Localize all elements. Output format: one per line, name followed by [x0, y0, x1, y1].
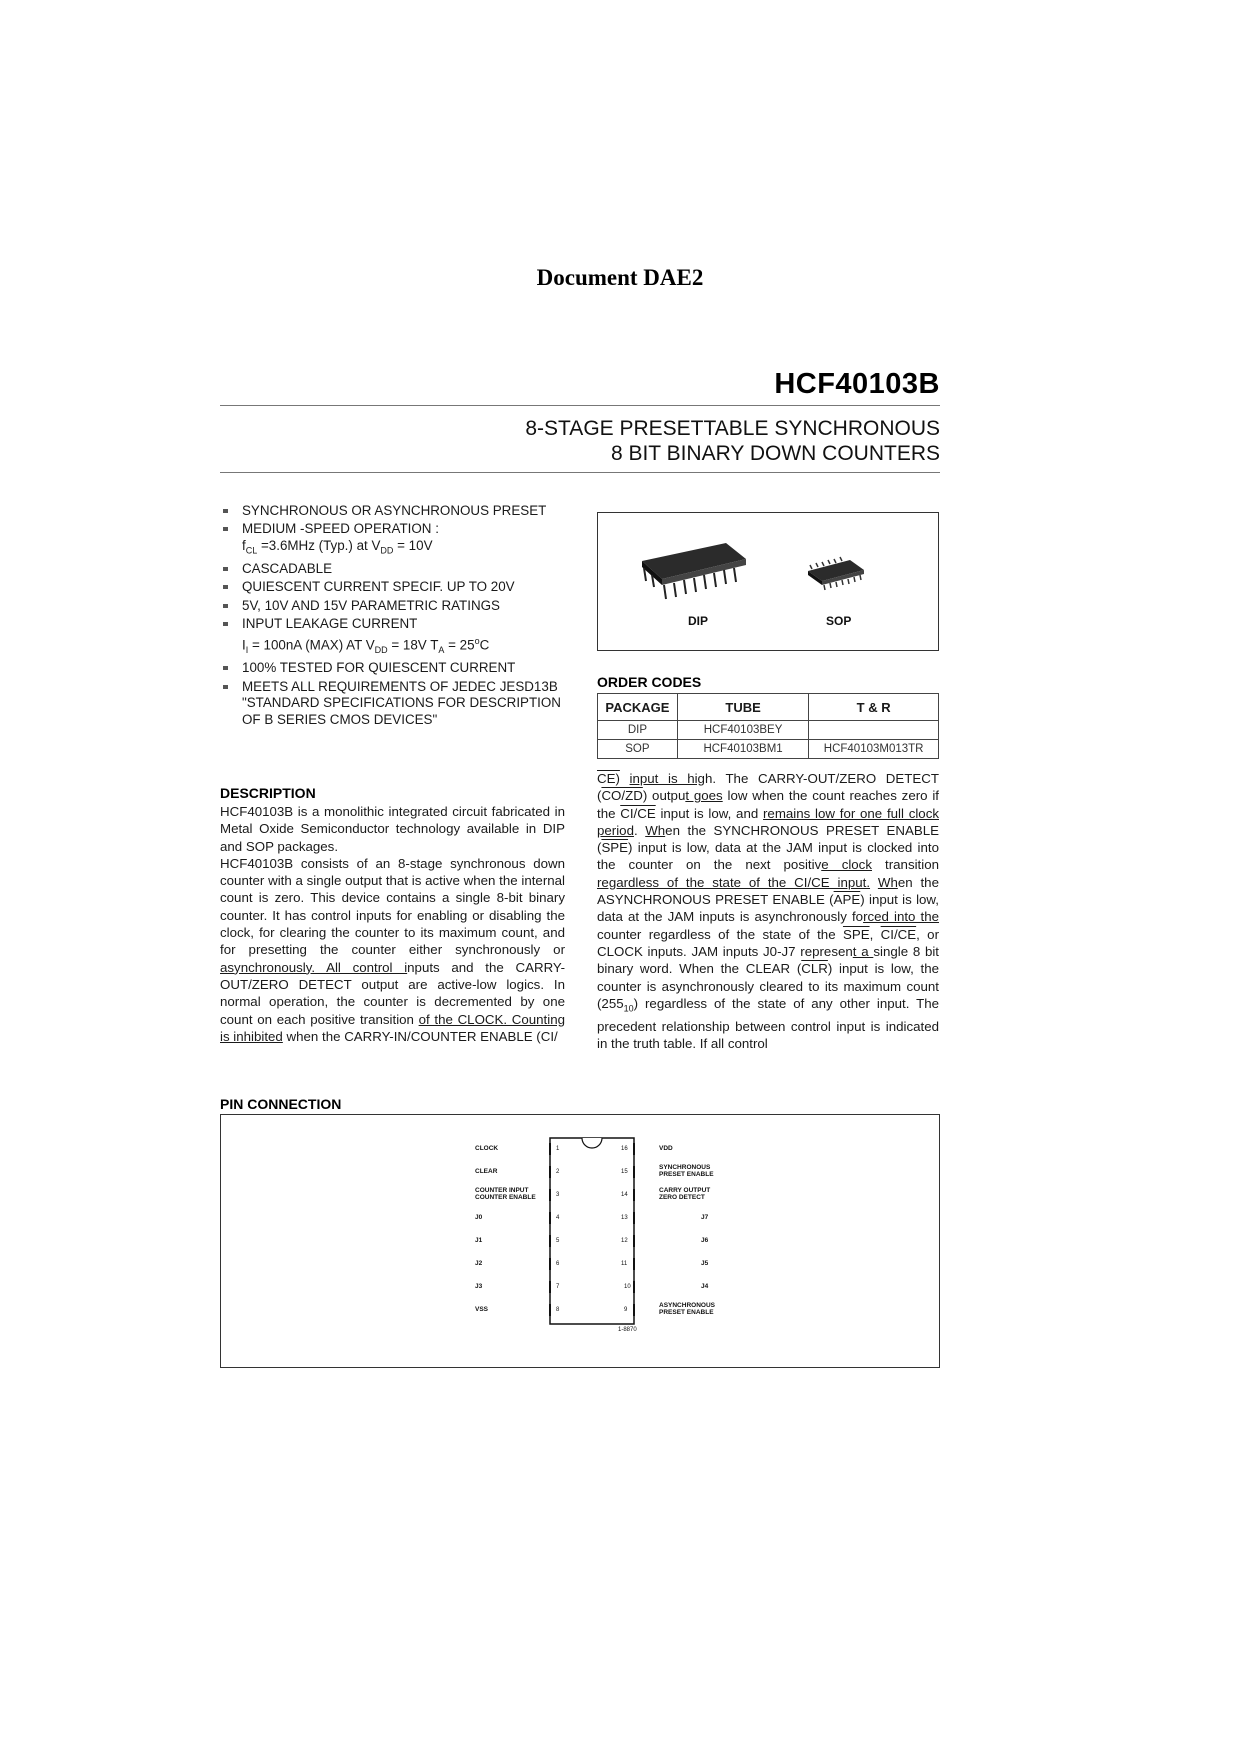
pin-connection-figure — [220, 1114, 940, 1368]
pin-label-j6: J6 — [701, 1237, 709, 1244]
pin-number: 16 — [621, 1146, 628, 1152]
document-subtitle — [525, 416, 940, 466]
feature-item: CASCADABLE — [220, 561, 565, 578]
pin-label-asynchronous-preset-enable: ASYNCHRONOUS PRESET ENABLE — [659, 1302, 715, 1316]
document-title: Document DAE2 — [536, 265, 704, 290]
table-cell: DIP — [598, 721, 678, 740]
package-figure — [597, 512, 939, 651]
dip-label: DIP — [688, 614, 709, 628]
table-row — [598, 740, 939, 759]
pin-number: 8 — [556, 1307, 560, 1313]
table-cell: HCF40103BM1 — [677, 740, 808, 759]
pin-label-j2: J2 — [475, 1260, 483, 1267]
feature-item: MEETS ALL REQUIREMENTS OF JEDEC JESD13B "STANDARD SPECIFICATIONS FOR DESCRIPTION OF B SERIES CMOS DEVICES" — [220, 679, 565, 729]
pin-label-vss: VSS — [475, 1306, 489, 1313]
pin-number: 6 — [556, 1261, 560, 1267]
pin-label-j1: J1 — [475, 1237, 483, 1244]
order-codes-table — [597, 693, 939, 759]
pin-label-clear: CLEAR — [475, 1168, 498, 1175]
description-paragraph: CE) input is high. The CARRY-OUT/ZERO DETECT (CO/ZD) output goes low when the count reaches zero if the CI/CE input is low, and remains low for one full clock period. When the SYNCHRONOUS PRESET ENABLE $(\overline{SPE})$ input is low, data at the JAM input is clocked into the counter on the next positive clock transition regardless of the state of the CI/CE input. When the ASYNCHRONOUS PRESET ENABLE $(\overline{APE})$ input is low, data at the JAM inputs is asynchronously forced into the counter regardless of the state of the $\overline{SPE}$, CI/CE, or CLOCK inputs. JAM inputs J0-J7 represent a single 8 bit binary word. When the CLEAR $(\overline{CLR})$ input is low, the counter is asynchronously cleared to its maximum count $(255_{10})$ regardless of the state of any other input. The precedent relationship between control input is indicated in the truth table. If all control — [597, 771, 940, 1052]
subtitle-line-1: 8-STAGE PRESETTABLE SYNCHRONOUS — [525, 417, 940, 440]
pin-label-j4: J4 — [701, 1283, 709, 1290]
subtitle-line-2: 8 BIT BINARY DOWN COUNTERS — [610, 442, 940, 465]
description-paragraph: HCF40103B consists of an 8-stage synchronous down counter with a single output that is active when the internal count is zero. This device contains a single 8-bit binary counter. It has control inputs for enabling or disabling the clock, for clearing the counter to its maximum count, and for presetting the counter either synchronously or asynchronously. All control inputs and the CARRY-OUT/ZERO DETECT output are active-low logics. In normal operation, the counter is decremented by one count on each positive transition of the CLOCK. Counting is inhibited when the CARRY-IN/COUNTER ENABLE (CI/ — [220, 855, 566, 1044]
description-body — [220, 803, 565, 1045]
table-cell — [809, 721, 939, 740]
description-continued — [597, 770, 939, 1052]
ic-package-outline — [221, 1115, 938, 1366]
feature-item: MEDIUM -SPEED OPERATION : $f_{CL} =3.6MHz$ (Typ.) at $V_{DD} = 10V$ — [220, 521, 565, 559]
header-rule-top — [220, 405, 940, 406]
pin-label-synchronous-preset-enable: SYNCHRONOUS PRESET ENABLE — [659, 1164, 714, 1178]
column-header: T & R — [809, 694, 939, 721]
pin-number: 10 — [624, 1284, 631, 1290]
pin-label-carry-output: CARRY OUTPUT ZERO DETECT — [659, 1187, 711, 1201]
feature-item: SYNCHRONOUS OR ASYNCHRONOUS PRESET — [220, 503, 565, 520]
package-illustration — [598, 513, 937, 649]
pin-label-j7: J7 — [701, 1214, 709, 1221]
table-cell: SOP — [598, 740, 678, 759]
description-heading: DESCRIPTION — [220, 785, 316, 801]
pin-number: 11 — [621, 1261, 628, 1267]
pin-label-counter-enable: COUNTER INPUT COUNTER ENABLE — [475, 1187, 536, 1201]
pin-number: 14 — [621, 1192, 628, 1198]
pin-label-j5: J5 — [701, 1260, 709, 1267]
table-header-row — [598, 694, 939, 721]
order-codes-heading: ORDER CODES — [597, 674, 702, 690]
dip-package-image — [642, 543, 746, 599]
feature-list — [220, 503, 565, 730]
pin-number: 5 — [556, 1238, 560, 1244]
pin-label-j3: J3 — [475, 1283, 483, 1290]
pin-number: 9 — [624, 1307, 628, 1313]
pin-number: 1 — [556, 1146, 560, 1152]
feature-item: INPUT LEAKAGE CURRENT $I_I = 100nA$ (MAX) AT $V_{DD} = 18V$ $T_A = 25^oC$ — [220, 616, 565, 658]
pin-number: 2 — [556, 1169, 560, 1175]
table-cell: HCF40103BEY — [677, 721, 808, 740]
figure-id: 1-8870 — [618, 1327, 637, 1333]
pin-number: 12 — [621, 1238, 628, 1244]
pin-number: 3 — [556, 1192, 560, 1198]
description-paragraph: HCF40103B is a monolithic integrated circuit fabricated in Metal Oxide Semiconductor technology available in DIP and SOP packages. — [220, 804, 565, 854]
pin-number: 15 — [621, 1169, 628, 1175]
pin-label-clock: CLOCK — [475, 1145, 499, 1152]
pin-number: 13 — [621, 1215, 628, 1221]
column-header: PACKAGE — [598, 694, 678, 721]
pin-number: 7 — [556, 1284, 560, 1290]
pin-number: 4 — [556, 1215, 560, 1221]
pin-connection-heading: PIN CONNECTION — [220, 1096, 342, 1112]
table-cell: HCF40103M013TR — [809, 740, 939, 759]
header-rule-bottom — [220, 472, 940, 473]
column-header: TUBE — [677, 694, 808, 721]
pin-label-vdd: VDD — [659, 1145, 673, 1152]
pin-label-j0: J0 — [475, 1214, 483, 1221]
part-number: HCF40103B — [774, 368, 940, 400]
sop-package-image — [808, 557, 864, 590]
feature-item: QUIESCENT CURRENT SPECIF. UP TO 20V — [220, 579, 565, 596]
feature-item: 100% TESTED FOR QUIESCENT CURRENT — [220, 660, 565, 677]
sop-label: SOP — [826, 614, 852, 628]
table-row — [598, 721, 939, 740]
feature-item: 5V, 10V AND 15V PARAMETRIC RATINGS — [220, 598, 565, 615]
